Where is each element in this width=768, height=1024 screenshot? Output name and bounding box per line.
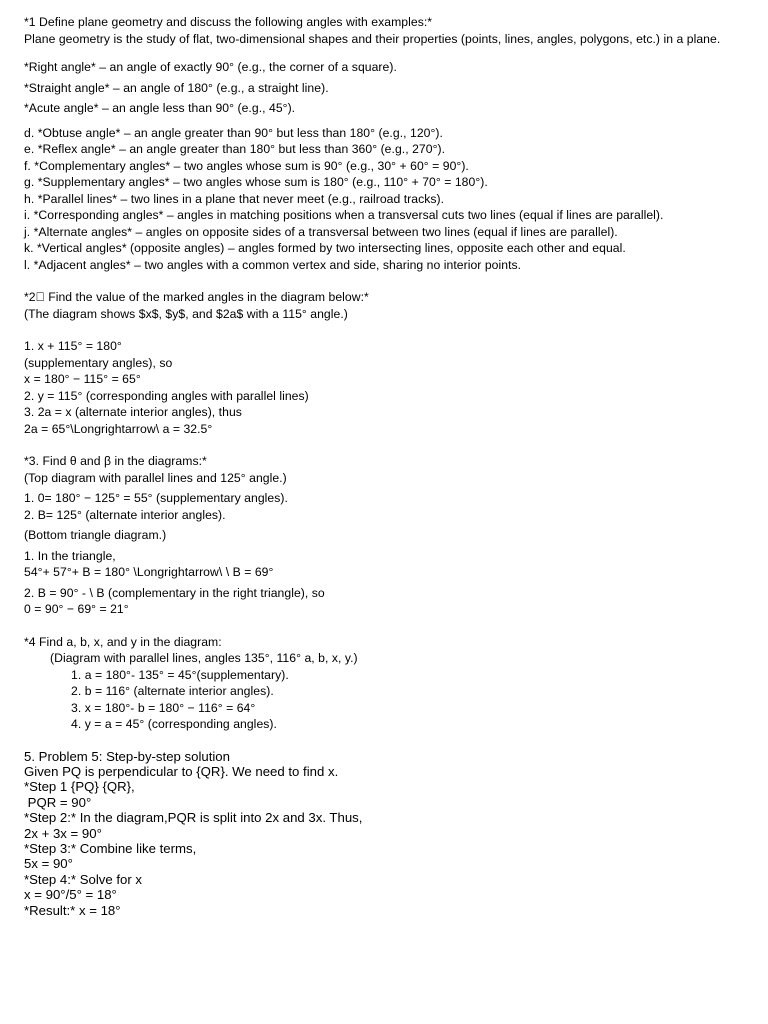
q4-step: 4. y = a = 45° (corresponding angles). bbox=[71, 717, 277, 731]
q3-subheading: (Top diagram with parallel lines and 125° angle.) bbox=[24, 470, 287, 485]
q2-step: 1. x + 115° = 180° bbox=[24, 339, 122, 353]
q3-right-step: 2. B = 90° - \ B (complementary in the right triangle), so bbox=[24, 585, 325, 600]
q3-right-step: 0 = 90° − 69° = 21° bbox=[24, 602, 129, 616]
q5-line: *Step 1 {PQ} {QR}, bbox=[24, 779, 135, 795]
q4-step: 2. b = 116° (alternate interior angles). bbox=[71, 684, 274, 698]
q1-item-vertical-angles: k. *Vertical angles* (opposite angles) – angles formed by two intersecting lines, opposite each other and equal. bbox=[24, 241, 626, 255]
q1-item-obtuse-angle: d. *Obtuse angle* – an angle greater than 90° but less than 180° (e.g., 120°). bbox=[24, 125, 443, 140]
q5-line: 5x = 90° bbox=[24, 856, 73, 872]
q2-step: (supplementary angles), so bbox=[24, 355, 173, 370]
q3-triangle-step: 1. In the triangle, bbox=[24, 548, 116, 563]
q5-line: 2x + 3x = 90° bbox=[24, 825, 102, 841]
q5-result: *Result:* x = 18° bbox=[24, 902, 121, 918]
q1-item-straight-angle: *Straight angle* – an angle of 180° (e.g., a straight line). bbox=[24, 80, 329, 95]
q3-top-step: 2. B= 125° (alternate interior angles). bbox=[24, 507, 226, 522]
q5-line: *Step 3:* Combine like terms, bbox=[24, 840, 197, 856]
q2-step: 2. y = 115° (corresponding angles with parallel lines) bbox=[24, 388, 309, 403]
q3-top-step: 1. 0= 180° − 125° = 55° (supplementary angles). bbox=[24, 491, 288, 505]
q4-step: 3. x = 180°- b = 180° − 116° = 64° bbox=[71, 700, 256, 715]
q1-item-parallel-lines: h. *Parallel lines* – two lines in a plane that never meet (e.g., railroad tracks). bbox=[24, 191, 445, 206]
document-page bbox=[24, 14, 744, 918]
q1-item-alternate-angles: j. *Alternate angles* – angles on opposite sides of a transversal between two lines (equal if lines are parallel). bbox=[24, 224, 618, 239]
q5-given: Given PQ is perpendicular to {QR}. We need to find x. bbox=[24, 763, 339, 779]
q1-item-right-angle: *Right angle* – an angle of exactly 90° (e.g., the corner of a square). bbox=[24, 60, 397, 74]
q4-step: 1. a = 180°- 135° = 45°(supplementary). bbox=[71, 667, 289, 682]
q1-heading: *1 Define plane geometry and discuss the following angles with examples:* bbox=[24, 15, 433, 29]
q2-step: x = 180° − 115° = 65° bbox=[24, 372, 141, 386]
q5-title: 5. Problem 5: Step-by-step solution bbox=[24, 748, 230, 764]
question-5 bbox=[24, 749, 744, 918]
q4-heading: *4 Find a, b, x, and y in the diagram: bbox=[24, 634, 222, 649]
q5-line: *Step 4:* Solve for x bbox=[24, 871, 143, 887]
question-2 bbox=[24, 289, 744, 437]
question-3 bbox=[24, 453, 744, 618]
question-1 bbox=[24, 14, 744, 273]
q3-heading: *3. Find θ and β in the diagrams:* bbox=[24, 454, 207, 468]
q2-step: 2a = 65°\Longrightarrow\ a = 32.5° bbox=[24, 421, 213, 436]
q4-subheading: (Diagram with parallel lines, angles 135°, 116° a, b, x, y.) bbox=[50, 651, 358, 665]
q3-bottom-label: (Bottom triangle diagram.) bbox=[24, 528, 167, 542]
q1-item-supplementary-angles: g. *Supplementary angles* – two angles whose sum is 180° (e.g., 110° + 70° = 180°). bbox=[24, 175, 488, 189]
q1-item-reflex-angle: e. *Reflex angle* – an angle greater than 180° but less than 360° (e.g., 270°). bbox=[24, 142, 446, 156]
q2-subheading: (The diagram shows $x$, $y$, and $2a$ with a 115° angle.) bbox=[24, 306, 348, 321]
q5-line: PQR = 90° bbox=[24, 794, 92, 810]
q1-item-corresponding-angles: i. *Corresponding angles* – angles in matching positions when a transversal cuts two lines (equal if lines are parallel). bbox=[24, 208, 664, 222]
q1-item-acute-angle: *Acute angle* – an angle less than 90° (e.g., 45°). bbox=[24, 101, 296, 115]
q1-item-complementary-angles: f. *Complementary angles* – two angles whose sum is 90° (e.g., 30° + 60° = 90°). bbox=[24, 158, 469, 173]
q2-heading: *2⃣ Find the value of the marked angles in the diagram below:* bbox=[24, 290, 369, 304]
q2-step: 3. 2a = x (alternate interior angles), thus bbox=[24, 405, 242, 419]
q5-line: *Step 2:* In the diagram,PQR is split into 2x and 3x. Thus, bbox=[24, 810, 363, 826]
q5-line: x = 90°/5° = 18° bbox=[24, 887, 117, 903]
q1-definition: Plane geometry is the study of flat, two-dimensional shapes and their properties (points, lines, angles, polygons, etc.) in a plane. bbox=[24, 31, 721, 46]
q3-triangle-step: 54°+ 57°+ B = 180° \Longrightarrow\ \ B = 69° bbox=[24, 565, 274, 579]
q1-item-adjacent-angles: l. *Adjacent angles* – two angles with a common vertex and side, sharing no interior points. bbox=[24, 257, 522, 272]
question-4 bbox=[24, 634, 744, 733]
